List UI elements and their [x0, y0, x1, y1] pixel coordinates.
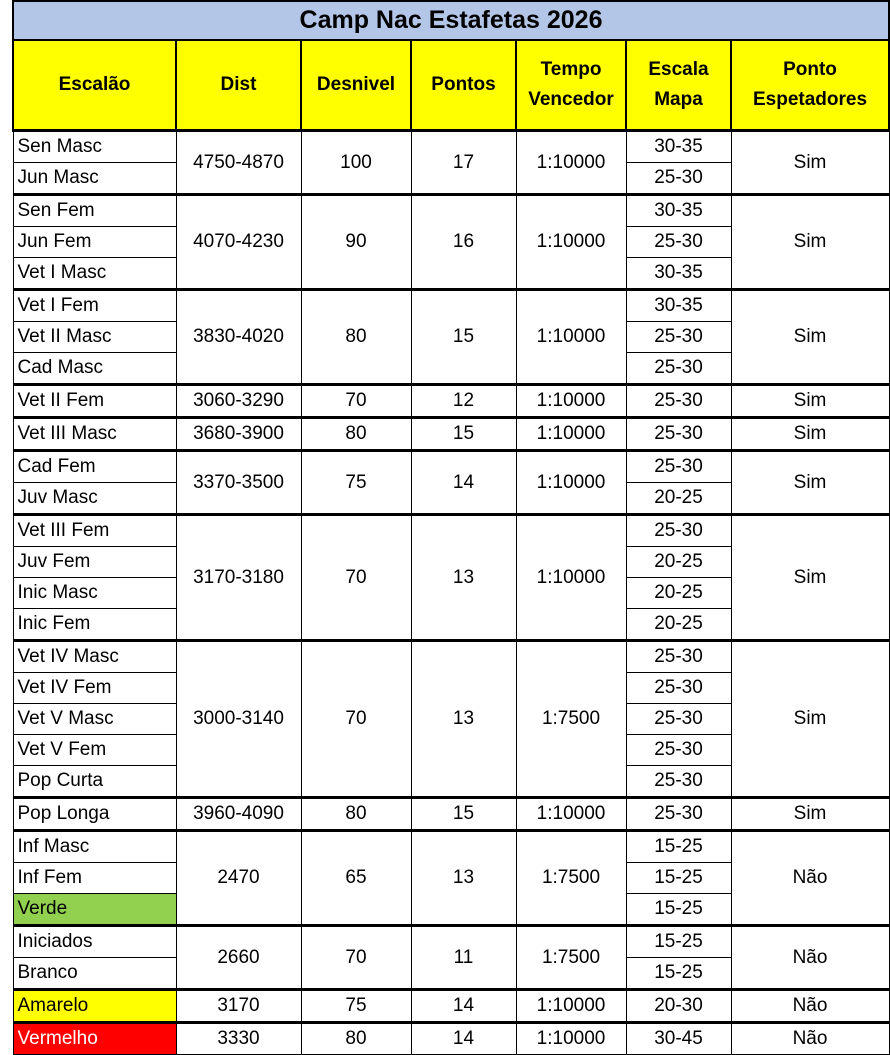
cell-tempo: 1:7500 — [516, 641, 626, 798]
cell-dist: 3000-3140 — [176, 641, 301, 798]
cell-ponto-espetadores: Sim — [731, 418, 889, 451]
header-dist: Dist — [176, 40, 301, 131]
cell-escala-mapa: 20-25 — [626, 547, 731, 578]
cell-desnivel: 75 — [301, 451, 411, 515]
cell-desnivel: 90 — [301, 195, 411, 290]
cell-pontos: 13 — [411, 641, 516, 798]
table-row — [13, 290, 889, 322]
cell-desnivel: 65 — [301, 831, 411, 926]
cell-ponto-espetadores: Não — [731, 990, 889, 1023]
cell-desnivel: 70 — [301, 385, 411, 418]
table-row — [13, 418, 889, 451]
cell-pontos: 13 — [411, 515, 516, 641]
cell-escalao: Vet IV Masc — [13, 641, 176, 673]
cell-tempo: 1:10000 — [516, 515, 626, 641]
cell-escalao: Vet IV Fem — [13, 673, 176, 704]
cell-escalao: Vet II Masc — [13, 322, 176, 353]
cell-pontos: 14 — [411, 1023, 516, 1055]
table-row — [13, 641, 889, 673]
cell-desnivel: 80 — [301, 798, 411, 831]
cell-escalao: Vet V Fem — [13, 735, 176, 766]
cell-escala-mapa: 25-30 — [626, 673, 731, 704]
header-pontos: Pontos — [411, 40, 516, 131]
cell-escalao: Juv Fem — [13, 547, 176, 578]
cell-escala-mapa: 25-30 — [626, 798, 731, 831]
cell-escala-mapa: 15-25 — [626, 926, 731, 958]
cell-tempo: 1:10000 — [516, 385, 626, 418]
cell-pontos: 14 — [411, 990, 516, 1023]
header-ponto-espetadores: Ponto Espetadores — [731, 40, 889, 131]
cell-ponto-espetadores: Sim — [731, 515, 889, 641]
cell-dist: 3960-4090 — [176, 798, 301, 831]
cell-desnivel: 80 — [301, 1023, 411, 1055]
cell-escalao: Vet I Masc — [13, 258, 176, 290]
cell-escalao: Cad Fem — [13, 451, 176, 483]
cell-escalao: Cad Masc — [13, 353, 176, 385]
table-row — [13, 451, 889, 483]
cell-escala-mapa: 15-25 — [626, 831, 731, 863]
cell-ponto-espetadores: Não — [731, 831, 889, 926]
cell-escala-mapa: 30-35 — [626, 258, 731, 290]
cell-dist: 3370-3500 — [176, 451, 301, 515]
cell-pontos: 12 — [411, 385, 516, 418]
cell-escala-mapa: 25-30 — [626, 735, 731, 766]
cell-escala-mapa: 30-35 — [626, 131, 731, 163]
cell-escala-mapa: 25-30 — [626, 515, 731, 547]
cell-dist: 2660 — [176, 926, 301, 990]
cell-escalao: Sen Fem — [13, 195, 176, 227]
cell-desnivel: 70 — [301, 926, 411, 990]
cell-escalao: Vet III Fem — [13, 515, 176, 547]
cell-desnivel: 80 — [301, 290, 411, 385]
table-row — [13, 926, 889, 958]
table-row — [13, 195, 889, 227]
cell-escala-mapa: 15-25 — [626, 863, 731, 894]
cell-desnivel: 80 — [301, 418, 411, 451]
cell-pontos: 17 — [411, 131, 516, 195]
cell-escala-mapa: 25-30 — [626, 641, 731, 673]
cell-escalao: Juv Masc — [13, 483, 176, 515]
header-desnivel: Desnivel — [301, 40, 411, 131]
cell-escala-mapa: 20-30 — [626, 990, 731, 1023]
cell-escalao: Sen Masc — [13, 131, 176, 163]
cell-pontos: 16 — [411, 195, 516, 290]
table-row — [13, 385, 889, 418]
cell-escala-mapa: 15-25 — [626, 894, 731, 926]
cell-tempo: 1:10000 — [516, 451, 626, 515]
cell-dist: 2470 — [176, 831, 301, 926]
cell-escala-mapa: 20-25 — [626, 483, 731, 515]
cell-escalao: Inic Fem — [13, 609, 176, 641]
cell-escala-mapa: 25-30 — [626, 227, 731, 258]
cell-escala-mapa: 25-30 — [626, 353, 731, 385]
cell-pontos: 14 — [411, 451, 516, 515]
table-row — [13, 131, 889, 163]
cell-escalao: Inf Fem — [13, 863, 176, 894]
cell-pontos: 15 — [411, 798, 516, 831]
cell-escalao: Branco — [13, 958, 176, 990]
cell-tempo: 1:7500 — [516, 831, 626, 926]
cell-tempo: 1:7500 — [516, 926, 626, 990]
cell-pontos: 13 — [411, 831, 516, 926]
table-row — [13, 831, 889, 863]
cell-escala-mapa: 20-25 — [626, 609, 731, 641]
cell-dist: 4070-4230 — [176, 195, 301, 290]
cell-escalao: Inic Masc — [13, 578, 176, 609]
cell-escala-mapa: 25-30 — [626, 451, 731, 483]
cell-escalao: Vet V Masc — [13, 704, 176, 735]
cell-tempo: 1:10000 — [516, 798, 626, 831]
table-title: Camp Nac Estafetas 2026 — [13, 1, 889, 40]
cell-escalao: Vet I Fem — [13, 290, 176, 322]
cell-escala-mapa: 20-25 — [626, 578, 731, 609]
table-row — [13, 990, 889, 1023]
cell-dist: 3680-3900 — [176, 418, 301, 451]
cell-ponto-espetadores: Sim — [731, 290, 889, 385]
cell-pontos: 15 — [411, 290, 516, 385]
cell-desnivel: 70 — [301, 641, 411, 798]
cell-escalao: Inf Masc — [13, 831, 176, 863]
cell-escalao: Vermelho — [13, 1023, 176, 1055]
cell-ponto-espetadores: Sim — [731, 385, 889, 418]
cell-escala-mapa: 25-30 — [626, 322, 731, 353]
cell-escalao: Pop Curta — [13, 766, 176, 798]
relay-table — [12, 0, 890, 1055]
cell-escalao: Amarelo — [13, 990, 176, 1023]
cell-escalao: Pop Longa — [13, 798, 176, 831]
cell-dist: 3060-3290 — [176, 385, 301, 418]
cell-escala-mapa: 15-25 — [626, 958, 731, 990]
cell-escalao: Vet III Masc — [13, 418, 176, 451]
cell-desnivel: 100 — [301, 131, 411, 195]
cell-ponto-espetadores: Sim — [731, 195, 889, 290]
cell-dist: 3170-3180 — [176, 515, 301, 641]
cell-tempo: 1:10000 — [516, 290, 626, 385]
cell-desnivel: 75 — [301, 990, 411, 1023]
table-row — [13, 798, 889, 831]
cell-escala-mapa: 30-45 — [626, 1023, 731, 1055]
header-escalao: Escalão — [13, 40, 176, 131]
cell-dist: 3170 — [176, 990, 301, 1023]
cell-escala-mapa: 25-30 — [626, 163, 731, 195]
cell-tempo: 1:10000 — [516, 418, 626, 451]
cell-ponto-espetadores: Sim — [731, 798, 889, 831]
cell-escala-mapa: 30-35 — [626, 290, 731, 322]
cell-ponto-espetadores: Sim — [731, 451, 889, 515]
cell-ponto-espetadores: Sim — [731, 641, 889, 798]
cell-escalao: Vet II Fem — [13, 385, 176, 418]
cell-escala-mapa: 25-30 — [626, 766, 731, 798]
cell-tempo: 1:10000 — [516, 131, 626, 195]
cell-dist: 3330 — [176, 1023, 301, 1055]
cell-escala-mapa: 25-30 — [626, 704, 731, 735]
cell-ponto-espetadores: Não — [731, 926, 889, 990]
header-escala-mapa: Escala Mapa — [626, 40, 731, 131]
cell-escalao: Iniciados — [13, 926, 176, 958]
cell-tempo: 1:10000 — [516, 195, 626, 290]
cell-ponto-espetadores: Sim — [731, 131, 889, 195]
cell-escalao: Jun Masc — [13, 163, 176, 195]
cell-pontos: 15 — [411, 418, 516, 451]
table-row — [13, 1023, 889, 1055]
cell-ponto-espetadores: Não — [731, 1023, 889, 1055]
cell-escala-mapa: 30-35 — [626, 195, 731, 227]
table-body — [13, 131, 889, 1055]
cell-dist: 3830-4020 — [176, 290, 301, 385]
cell-escalao: Verde — [13, 894, 176, 926]
header-tempo-vencedor: Tempo Vencedor — [516, 40, 626, 131]
cell-dist: 4750-4870 — [176, 131, 301, 195]
cell-pontos: 11 — [411, 926, 516, 990]
cell-escala-mapa: 25-30 — [626, 385, 731, 418]
table-row — [13, 515, 889, 547]
cell-tempo: 1:10000 — [516, 1023, 626, 1055]
cell-escalao: Jun Fem — [13, 227, 176, 258]
cell-escala-mapa: 25-30 — [626, 418, 731, 451]
cell-desnivel: 70 — [301, 515, 411, 641]
cell-tempo: 1:10000 — [516, 990, 626, 1023]
